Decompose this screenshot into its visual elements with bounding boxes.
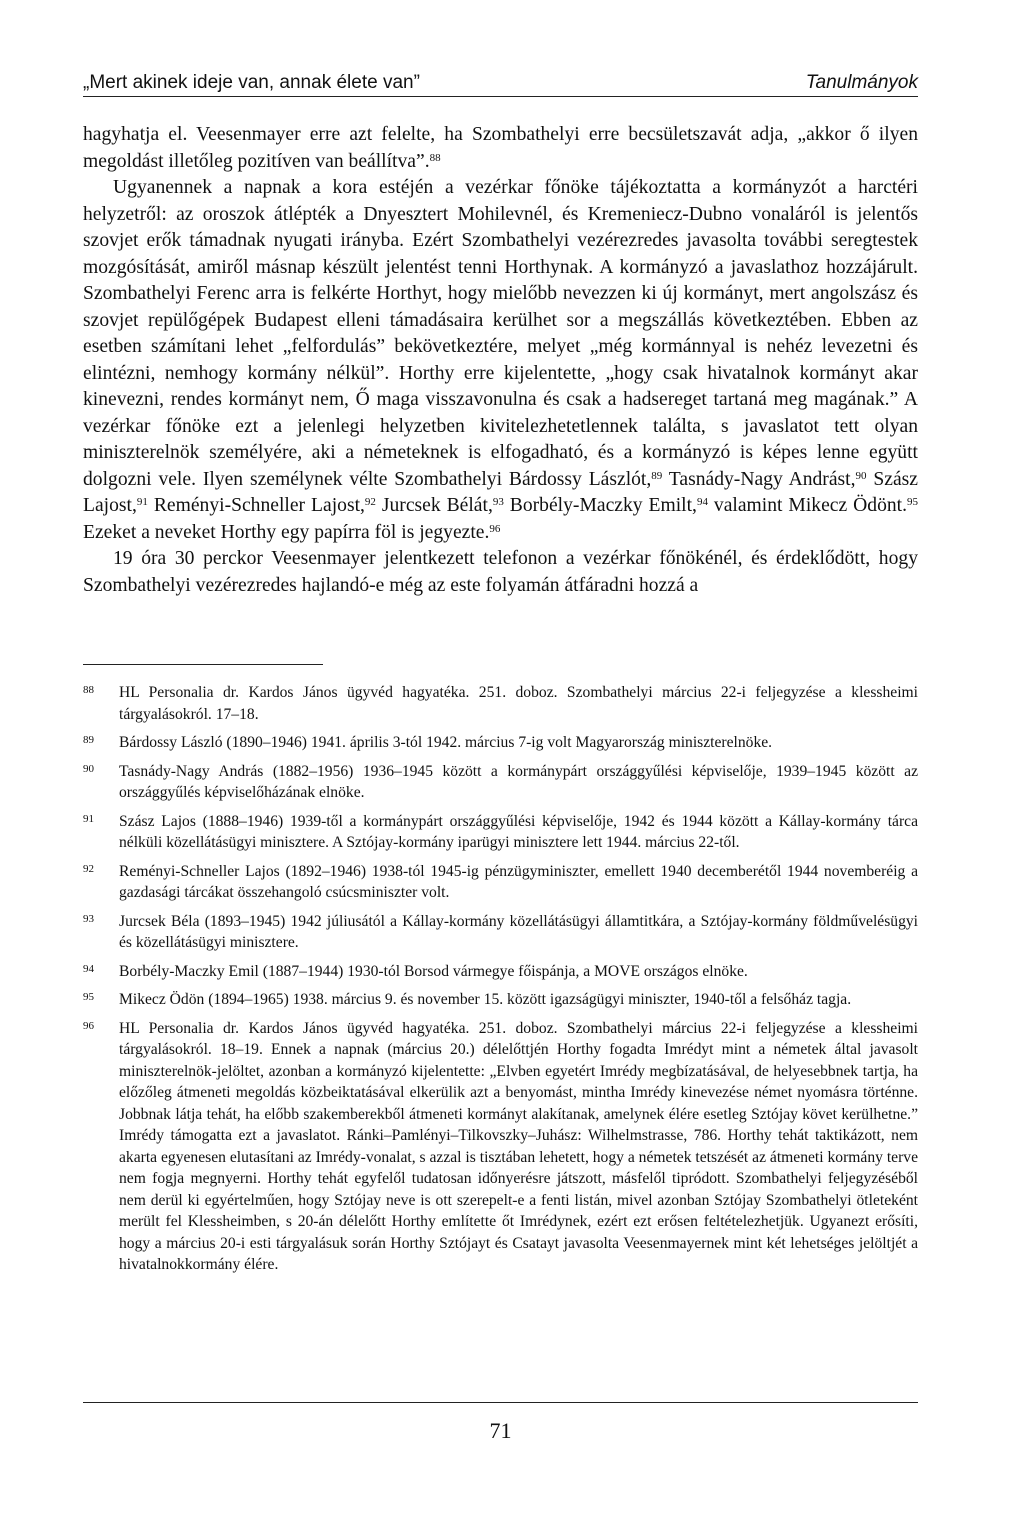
- footnote-ref[interactable]: 93: [492, 496, 504, 508]
- main-text: [83, 122, 918, 599]
- footnote-ref[interactable]: 90: [855, 469, 867, 482]
- footnote-text: Borbély-Maczky Emil (1887–1944) 1930-tól Borsod vármegye főispánja, a MOVE országos elnöke.: [119, 962, 748, 980]
- footnote-text: HL Personalia dr. Kardos János ügyvéd hagyatéka. 251. doboz. Szombathelyi március 22-i feljegyzése a klessheimi tárgyalásokról. 17–18.: [119, 684, 918, 723]
- paragraph-1: hagyhatja el. Veesenmayer erre azt felelte, ha Szombathelyi erre becsületszavát adja, „akkor ő ilyen megoldást illetőleg pozitíven van beállítva”.$^{88}$: [83, 124, 918, 172]
- footnote: [83, 989, 918, 1011]
- page-number: 71: [489, 1418, 512, 1443]
- footnote-text: Szász Lajos (1888–1946) 1939-től a kormánypárt országgyűlési képviselője, 1942 és 1944 között a Kállay-kormány tárca nélküli közellátásügyi minisztere. A Sztójay-kormány iparügyi minisztere lett 1944. március 22-től.: [119, 812, 918, 851]
- footnote-number: 96: [83, 1019, 94, 1032]
- footnote-number: 94: [83, 962, 94, 975]
- paragraph-3: 19 óra 30 perckor Veesenmayer jelentkezett telefonon a vezérkar főnökénél, és érdeklődött, hogy Szombathelyi vezérezredes hajlandó-e még az este folyamán átfáradni hozzá a: [83, 548, 918, 596]
- paragraph-2: Ugyanennek a napnak a kora estéjén a vezérkar főnöke tájékoztatta a kormányzót a harctéri helyzetről: az oroszok átlépték a Dnyesztert Mohilevnél, és Kremeniecz-Dubno vonaláról is jelentős szovjet erők támadnak nyugati irányba. Ezért Szombathelyi vezérezredes javasolta további seregtestek mozgósítását, amiről másnap készült jelentést tenni Horthynak. A kormányzó a javaslathoz hozzájárult. Szombathelyi Ferenc arra is felkérte Horthyt, hogy mielőbb nevezzen ki új kormányt, mert angolszász és szovjet repülőgépek Budapest elleni támadásaira kerülhet sor a megszállás következtében. Ebben az esetben számítani lehet „felfordulás” bekövetkeztére, melyet „még kormánnyal is nehéz levezetni és elintézni, nemhogy kormány nélkül”. Horthy erre kijelentette, „hogy csak hivatalnok kormányt akar kinevezni, rendes kormányt nem, Ő maga visszavonulna és csak a hadsereget tartaná meg magának.” A vezérkar főnöke ezt a jelenlegi helyzetben kivitelezhetetlennek találta, s javaslatot tett olyan miniszterelnök személyére, aki a németeknek is elfogadható, és a kormányzó is képes lenne együtt dolgozni vele. Ilyen személynek vélte Szombathelyi Bárdossy Lászlót,$^{89}$ Tasnády-Nagy Andrást,$^{90}$ Szász Lajost,$^{91}$ Reményi-Schneller Lajost,$^{92}$ Jurcsek Bélát,$^{93}$ Borbély-Maczky Emilt,$^{94}$ valamint Mikecz Ödönt.$^{95}$ Ezeket a neveket Horthy egy papírra föl is jegyezte.$^{96}$: [83, 177, 919, 543]
- footnote: [83, 911, 918, 954]
- footnote: [83, 732, 918, 754]
- footnote-text: Jurcsek Béla (1893–1945) 1942 júliusától a Kállay-kormány közellátásügyi államtitkára, a Sztójay-kormány földművelésügyi és közellátásügyi minisztere.: [119, 912, 918, 951]
- footnote-number: 88: [83, 684, 94, 696]
- footnote-number: 90: [83, 762, 94, 775]
- document-page: [83, 0, 918, 1539]
- footnote: [83, 961, 918, 983]
- footnote-text: Tasnády-Nagy András (1882–1956) 1936–1945 között a kormánypárt országgyűlési képviselője, 1939–1945 között az országgyűlés képviselőházának elnöke.: [119, 762, 918, 801]
- footnote: [83, 682, 918, 725]
- running-head: [83, 62, 918, 97]
- footnote-text: Mikecz Ödön (1894–1965) 1938. március 9. és november 15. között igazságügyi miniszter, 1940-től a felsőház tagja.: [119, 991, 852, 1008]
- footnote-ref[interactable]: 92: [364, 496, 376, 508]
- footnote: [83, 811, 918, 854]
- footnote: [83, 861, 918, 904]
- running-head-section: Tanulmányok: [805, 72, 918, 93]
- footnote-number: 92: [83, 862, 94, 875]
- footnote-number: 89: [83, 734, 94, 746]
- footnote-ref[interactable]: 88: [429, 151, 441, 164]
- footnote-number: 91: [83, 812, 94, 825]
- footnote: [83, 761, 918, 804]
- footnote-ref[interactable]: 94: [696, 496, 708, 508]
- footnote-ref[interactable]: 96: [489, 522, 501, 535]
- footnote-ref[interactable]: 91: [136, 496, 148, 508]
- footnote-text: HL Personalia dr. Kardos János ügyvéd hagyatéka. 251. doboz. Szombathelyi március 22-i feljegyzése a klessheimi tárgyalásokról. 18–19. Ennek a napnak (március 20.) délelőttjén Horthy fogadta Imrédyt mint a németek által javasolt miniszterelnök-jelöltet, azonban a kormányzó kijelentette: „Elvben egyetért Imrédy megbízatásával, de helyesebbnek tartja, ha előzőleg átmeneti megoldás közbeiktatásával elkerülik azt a benyomást, mintha Imrédy kinevezése német nyomásra történne. Jobbnak látja tehát, ha előbb szakemberekből átmeneti kormányt alakítanak, amelynek élére esetleg Sztójay követ kerülhetne.” Imrédy támogatta ezt a javaslatot. Ránki–Pamlényi–Tilkovszky–Juhász: Wilhelmstrasse, 786. Horthy tehát taktikázott, nem akarta egyenesen elutasítani az Imrédy-vonalat, s azzal is tisztában lehetett, hogy a németek tetszését az átmeneti kormány terve nem fogja megnyerni. Horthy tehát egyfelől tudatosan időnyerésre játszott, másfelől tipródott. Szombathelyi feljegyzéséből nem derül ki egyértelműen, hogy Sztójay neve is ott szerepelt-e a fenti listán, mivel azonban Sztójay Szombathelyi ötleteként merült fel Klessheimben, s 20-án délelőtt Horthy említette őt Imrédynek, ezért ezt erősen feltételezhetjük. Ugyanezt erősíti, hogy a március 20-i esti tárgyalásuk során Horthy Sztójayt és Csatayt javasolta Veesenmayernek mint két lehetséges jelöltjét a hivatalnokkormány élére.: [119, 1019, 918, 1273]
- footnote-text: Bárdossy László (1890–1946) 1941. április 3-tól 1942. március 7-ig volt Magyarország miniszterelnöke.: [119, 734, 773, 751]
- running-head-title: „Mert akinek ideje van, annak élete van”: [83, 72, 420, 93]
- footnote-divider: [83, 664, 323, 665]
- footnote-ref[interactable]: 95: [907, 496, 919, 508]
- footnote-number: 95: [83, 991, 94, 1003]
- footnote-text: Reményi-Schneller Lajos (1892–1946) 1938-tól 1945-ig pénzügyminiszter, emellett 1940 decemberétől 1944 novemberéig a gazdasági tárcákat összehangoló csúcsminiszter volt.: [119, 862, 918, 901]
- footnote: [83, 1018, 918, 1276]
- bottom-divider: [83, 1402, 918, 1403]
- footnote-ref[interactable]: 89: [651, 469, 663, 482]
- footnotes: [83, 682, 918, 1283]
- footnote-number: 93: [83, 912, 94, 925]
